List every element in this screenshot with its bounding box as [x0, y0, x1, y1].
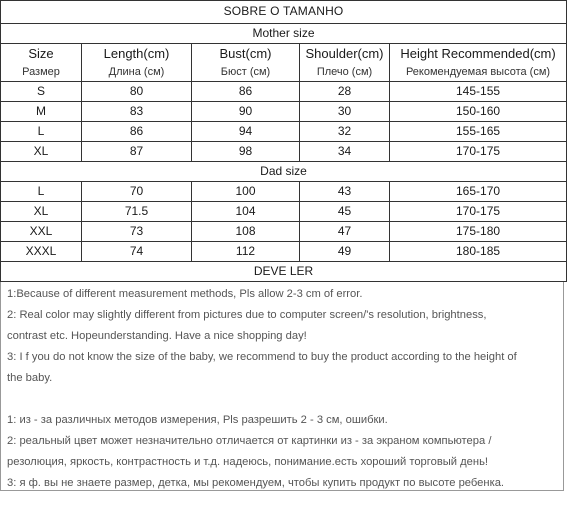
size-cell: XL — [1, 142, 82, 162]
height-cell: 165-170 — [390, 182, 567, 202]
length-cell: 70 — [82, 182, 192, 202]
height-cell: 180-185 — [390, 242, 567, 262]
height-cell: 170-175 — [390, 202, 567, 222]
length-cell: 83 — [82, 102, 192, 122]
bust-cell: 112 — [192, 242, 300, 262]
dad-size-heading: Dad size — [1, 162, 567, 182]
shoulder-cell: 45 — [300, 202, 390, 222]
bust-cell: 108 — [192, 222, 300, 242]
note-line: 1: из - за различных методов измерения, Pls разрешить 2 - 3 см, ошибки. — [7, 414, 388, 426]
note-line: 3: я ф. вы не знаете размер, детка, мы рекомендуем, чтобы купить продукт по высоте ребенка. — [7, 477, 505, 489]
table-row — [1, 242, 567, 262]
note-line: contrast etc. Hopeunderstanding. Have a nice shopping day! — [7, 330, 307, 342]
height-cell: 150-160 — [390, 102, 567, 122]
table-row — [1, 182, 567, 202]
bust-cell: 90 — [192, 102, 300, 122]
header-bust: Bust(cm) Бюст (см) — [192, 44, 300, 82]
note-line: 2: реальный цвет может незначительно отличается от картинки из - за экраном компьютера / — [7, 435, 492, 447]
table-row — [1, 102, 567, 122]
table-row — [1, 122, 567, 142]
note-line: the baby. — [7, 372, 53, 384]
note-spacer — [7, 389, 563, 410]
table-row — [1, 222, 567, 242]
notes-heading: DEVE LER — [1, 262, 567, 282]
note-line: резолюция, яркость, контрастность и т.д. надеюсь, понимание.есть хороший торговый день! — [7, 456, 489, 468]
bust-cell: 94 — [192, 122, 300, 142]
bust-cell: 100 — [192, 182, 300, 202]
size-cell: M — [1, 102, 82, 122]
shoulder-cell: 47 — [300, 222, 390, 242]
size-cell: L — [1, 122, 82, 142]
shoulder-cell: 34 — [300, 142, 390, 162]
header-row — [1, 44, 567, 82]
height-cell: 155-165 — [390, 122, 567, 142]
bust-cell: 86 — [192, 82, 300, 102]
size-cell: S — [1, 82, 82, 102]
note-line: 1:Because of different measurement methods, Pls allow 2-3 cm of error. — [7, 288, 363, 300]
shoulder-cell: 49 — [300, 242, 390, 262]
bust-cell: 98 — [192, 142, 300, 162]
length-cell: 80 — [82, 82, 192, 102]
table-title: SOBRE O TAMANHO — [1, 1, 567, 24]
shoulder-cell: 32 — [300, 122, 390, 142]
note-line: 3: I f you do not know the size of the baby, we recommend to buy the product according to the height of — [7, 351, 517, 363]
table-row — [1, 82, 567, 102]
table-row — [1, 142, 567, 162]
note-line: 2: Real color may slightly different from pictures due to computer screen/'s resolution, brightness, — [7, 309, 487, 321]
shoulder-cell: 43 — [300, 182, 390, 202]
header-shoulder: Shoulder(cm) Плечо (см) — [300, 44, 390, 82]
length-cell: 86 — [82, 122, 192, 142]
shoulder-cell: 30 — [300, 102, 390, 122]
size-cell: XL — [1, 202, 82, 222]
header-length: Length(cm) Длина (см) — [82, 44, 192, 82]
notes-panel — [0, 282, 564, 491]
size-cell: L — [1, 182, 82, 202]
header-height: Height Recommended(cm) Рекомендуемая высота (см) — [390, 44, 567, 82]
height-cell: 175-180 — [390, 222, 567, 242]
size-cell: XXL — [1, 222, 82, 242]
length-cell: 74 — [82, 242, 192, 262]
length-cell: 71.5 — [82, 202, 192, 222]
size-cell: XXXL — [1, 242, 82, 262]
bust-cell: 104 — [192, 202, 300, 222]
header-size: Size Размер — [1, 44, 82, 82]
shoulder-cell: 28 — [300, 82, 390, 102]
height-cell: 145-155 — [390, 82, 567, 102]
table-row — [1, 202, 567, 222]
length-cell: 73 — [82, 222, 192, 242]
mother-size-heading: Mother size — [1, 24, 567, 44]
height-cell: 170-175 — [390, 142, 567, 162]
length-cell: 87 — [82, 142, 192, 162]
